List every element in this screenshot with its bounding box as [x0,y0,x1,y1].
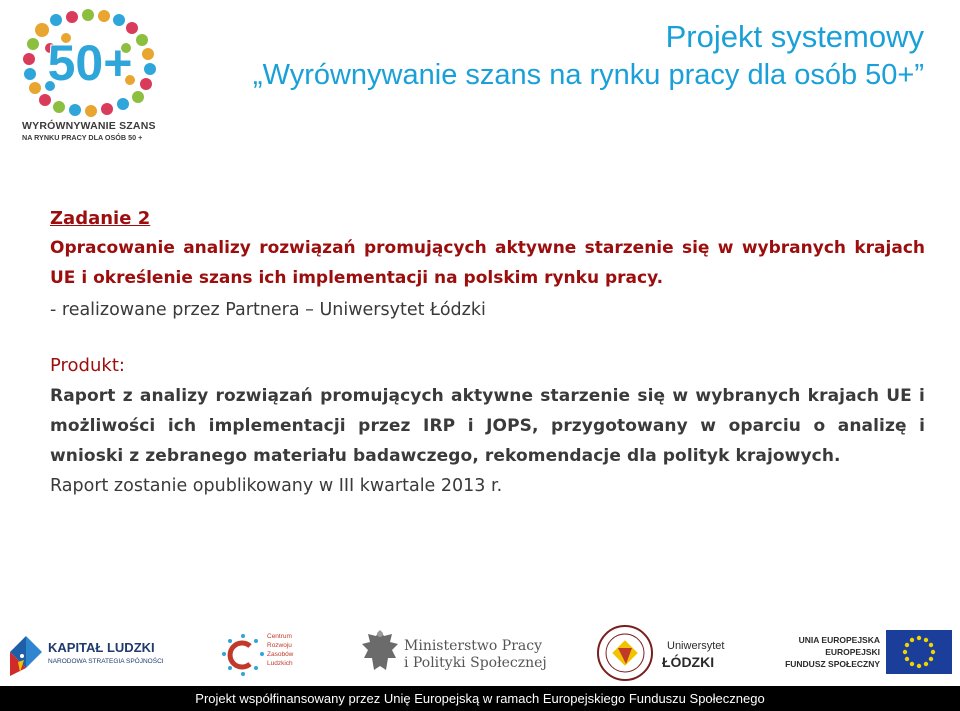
task-title: Zadanie 2 [50,208,151,229]
logo-number: 50+ [47,35,133,91]
kapital-ludzki-subtitle: NARODOWA STRATEGIA SPÓJNOŚCI [48,658,164,665]
product-description: Raport z analizy rozwiązań promujących aktywne starzenie się w wybranych krajach UE i możliwości ich implementacji przez IRP i JOPS, przygotowany w oparciu o analizę i wnioski z zebranego materiału badawczego, rekomendacje dla polityk krajowych. [50,386,925,466]
task-description: Opracowanie analizy rozwiązań promujących aktywne starzenie się w wybranych krajach UE i określenie szans ich implementacji na polskim rynku pracy. [50,238,925,288]
product-heading: Produkt: [50,355,125,376]
crzl-icon [220,632,266,678]
ministry-line1: Ministerstwo Pracy [404,638,542,654]
eagle-emblem-icon [360,626,400,678]
logo-caption-line2: NA RYNKU PRACY DLA OSÓB 50 + [22,133,143,142]
eu-line3: FUNDUSZ SPOŁECZNY [785,659,880,669]
eu-line1: UNIA EUROPEJSKA [798,635,880,645]
page-title-line2: „Wyrównywanie szans na rynku pracy dla osób 50+” [252,59,924,91]
main-content [50,205,925,501]
task-partner: - realizowane przez Partnera – Uniwersytet Łódzki [50,300,486,320]
page-title [253,18,924,94]
page-title-line1: Projekt systemowy [665,19,924,54]
publication-note: Raport zostanie opublikowany w III kwartale 2013 r. [50,476,503,496]
eu-flag-icon [886,630,952,674]
speech-bubbles-icon [22,8,162,120]
university-line1: Uniwersytet [667,640,725,652]
university-line2: ŁÓDZKI [662,654,715,670]
project-50plus-logo [22,8,162,148]
eu-line2: EUROPEJSKI [825,647,880,657]
eu-text [785,634,880,670]
ministry-name [404,638,547,672]
kapital-ludzki-icon [8,632,44,680]
footer-logos [0,622,960,686]
crzl-text: Centrum Rozwoju Zasobów Ludzkich [267,633,294,667]
logo-caption [22,120,172,142]
university-seal-icon [596,624,654,682]
footer-bar: Projekt współfinansowany przez Unię Europejską w ramach Europejskiego Funduszu Społecznego [0,686,960,711]
kapital-ludzki-name: KAPITAŁ LUDZKI [48,640,155,655]
logo-caption-line1: WYRÓWNYWANIE SZANS [22,120,156,132]
ministry-line2: i Polityki Społecznej [404,655,547,671]
